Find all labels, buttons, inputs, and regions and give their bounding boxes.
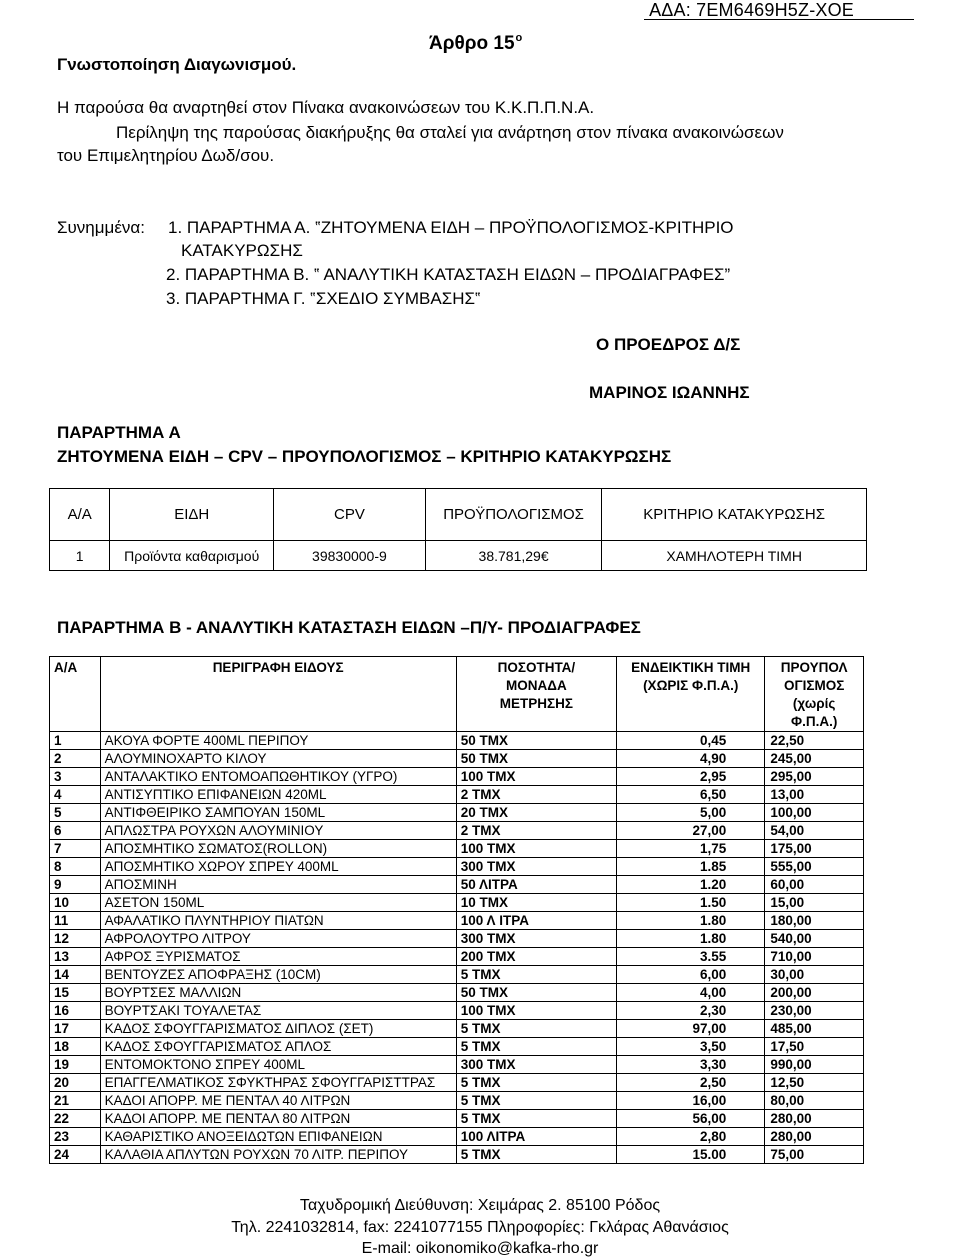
annex-b-header-row [50,657,864,732]
annex-b-cell: ΑΝΤΑΛΑΚΤΙΚΟ ΕΝΤΟΜΟΑΠΩΘΗΤΙΚΟΥ (ΥΓΡΟ) [100,768,456,786]
annex-b-row [50,1146,864,1164]
annex-b-cell: 13 [50,948,101,966]
annex-b-cell: 540,00 [765,930,864,948]
annex-b-cell: 10 ΤΜΧ [456,894,616,912]
annex-b-cell: 5 [50,804,101,822]
annex-b-cell: 22,50 [765,732,864,750]
annex-b-row [50,912,864,930]
attachment-item-1: 1. ΠΑΡΑΡΤΗΜΑ Α. ‟ΖΗΤΟΥΜΕΝΑ ΕΙΔΗ – ΠΡΟΫΠΟΛΟΓΙΣΜΟΣ-ΚΡΙΤΗΡΙΟ [168,218,734,237]
annex-b-cell: ΚΑΔΟΣ ΣΦΟΥΓΓΑΡΙΣΜΑΤΟΣ ΔΙΠΛΟΣ (ΣΕΤ) [100,1020,456,1038]
body-line-3: του Επιμελητηρίου Δωδ/σου. [57,146,275,165]
annex-b-cell: 6 [50,822,101,840]
annex-b-cell: 4 [50,786,101,804]
annex-b-cell: 5 ΤΜΧ [456,1146,616,1164]
annex-b-cell: 4,90 [617,750,765,768]
annex-b-row [50,768,864,786]
annex-b-cell: 300 ΤΜΧ [456,858,616,876]
annex-b-cell: 15 [50,984,101,1002]
annex-b-cell: 200 ΤΜΧ [456,948,616,966]
annex-b-cell: 97,00 [617,1020,765,1038]
annex-b-cell: 280,00 [765,1128,864,1146]
annex-b-cell: 280,00 [765,1110,864,1128]
annex-a-header-cell: CPV [274,489,426,541]
article-superscript: ο [515,32,523,44]
annex-b-cell: 5 ΤΜΧ [456,1038,616,1056]
annex-b-cell: 100 ΤΜΧ [456,1002,616,1020]
annex-b-cell: ΑΣΕΤΟΝ 150ML [100,894,456,912]
annex-b-row [50,1002,864,1020]
annex-b-cell: 13,00 [765,786,864,804]
annex-b-row [50,750,864,768]
annex-b-cell: 245,00 [765,750,864,768]
annex-b-cell: ΑΝΤΙΦΘΕΙΡΙΚΟ ΣΑΜΠΟΥΑΝ 150ML [100,804,456,822]
annex-b-cell: 100 Λ ΙΤΡΑ [456,912,616,930]
annex-b-cell: 5,00 [617,804,765,822]
annex-b-cell: 16,00 [617,1092,765,1110]
annex-b-cell: 20 [50,1074,101,1092]
annex-b-cell: 50 ΤΜΧ [456,750,616,768]
annex-b-cell: 1.80 [617,912,765,930]
annex-b-cell: 23 [50,1128,101,1146]
annex-b-cell: 2 ΤΜΧ [456,822,616,840]
annex-b-title: ΠΑΡΑΡΤΗΜΑ Β - ΑΝΑΛΥΤΙΚΗ ΚΑΤΑΣΤΑΣΗ ΕΙΔΩΝ –Π/Υ- ΠΡΟΔΙΑΓΡΑΦΕΣ [57,618,641,637]
ada-code: ΑΔΑ: 7ΕΜ6469Η5Ζ-ΧΟΕ [649,0,854,20]
ada-underline [644,19,914,20]
annex-b-cell: 16 [50,1002,101,1020]
annex-b-cell: 56,00 [617,1110,765,1128]
annex-b-cell: ΑΠΛΩΣΤΡΑ ΡΟΥΧΩΝ ΑΛΟΥΜΙΝΙΟΥ [100,822,456,840]
annex-b-cell: ΚΑΛΑΘΙΑ ΑΠΛΥΤΩΝ ΡΟΥΧΩΝ 70 ΛΙΤΡ. ΠΕΡΙΠΟΥ [100,1146,456,1164]
annex-b-cell: 6,50 [617,786,765,804]
annex-b-cell: 19 [50,1056,101,1074]
annex-b-row [50,876,864,894]
attachments-label: Συνημμένα: [57,218,145,237]
annex-b-row [50,1092,864,1110]
annex-b-cell: 200,00 [765,984,864,1002]
annex-a-table [49,488,867,571]
annex-a-header-cell: ΕΙΔΗ [110,489,274,541]
annex-b-cell: 75,00 [765,1146,864,1164]
annex-b-cell: 6,00 [617,966,765,984]
annex-b-cell: 5 ΤΜΧ [456,1092,616,1110]
annex-b-cell: 11 [50,912,101,930]
annex-b-cell: ΑΚΟΥΑ ΦΟΡΤΕ 400ML ΠΕΡΙΠΟΥ [100,732,456,750]
annex-b-cell: 100,00 [765,804,864,822]
annex-b-cell: 3.55 [617,948,765,966]
annex-b-cell: 5 ΤΜΧ [456,1074,616,1092]
annex-b-cell: 7 [50,840,101,858]
annex-b-row [50,1056,864,1074]
annex-a-subtitle: ΖΗΤΟΥΜΕΝΑ ΕΙΔΗ – CPV – ΠΡΟΥΠΟΛΟΓΙΣΜΟΣ – ΚΡΙΤΗΡΙΟ ΚΑΤΑΚΥΡΩΣΗΣ [57,447,672,466]
annex-b-cell: 230,00 [765,1002,864,1020]
annex-b-cell: ΚΑΔΟΣ ΣΦΟΥΓΓΑΡΙΣΜΑΤΟΣ ΑΠΛΟΣ [100,1038,456,1056]
annex-b-cell: 2,30 [617,1002,765,1020]
annex-a-cell: Προϊόντα καθαρισμού [110,541,274,571]
annex-b-cell: 710,00 [765,948,864,966]
annex-b-cell: 5 ΤΜΧ [456,966,616,984]
annex-b-cell: ΕΠΑΓΓΕΛΜΑΤΙΚΟΣ ΣΦΥΚΤΗΡΑΣ ΣΦΟΥΓΓΑΡΙΣΤΤΡΑΣ [100,1074,456,1092]
annex-b-cell: 5 ΤΜΧ [456,1110,616,1128]
annex-a-cell: 38.781,29€ [425,541,602,571]
annex-b-body [50,732,864,1164]
annex-b-cell: 24 [50,1146,101,1164]
annex-b-header-cell: ΠΡΟΥΠΟΛ ΟΓΙΣΜΟΣ (χωρίς Φ.Π.Α.) [765,657,864,732]
annex-b-cell: 100 ΛΙΤΡΑ [456,1128,616,1146]
annex-b-row [50,840,864,858]
annex-b-cell: 15,00 [765,894,864,912]
annex-b-row [50,984,864,1002]
annex-b-row [50,786,864,804]
annex-b-row [50,858,864,876]
annex-b-cell: 2,95 [617,768,765,786]
annex-b-cell: 555,00 [765,858,864,876]
annex-b-cell: 54,00 [765,822,864,840]
annex-b-cell: ΑΠΟΣΜΗΤΙΚΟ ΧΩΡΟΥ ΣΠΡΕΥ 400ML [100,858,456,876]
annex-b-cell: 0,45 [617,732,765,750]
annex-b-cell: 15.00 [617,1146,765,1164]
annex-a-row [50,541,867,571]
annex-b-cell: 990,00 [765,1056,864,1074]
annex-b-row [50,966,864,984]
annex-b-cell: 2 [50,750,101,768]
footer-address: Ταχυδρομική Διεύθυνση: Χειμάρας 2. 85100 Ρόδος [299,1197,661,1214]
annex-b-cell: ΑΦΡΟΣ ΞΥΡΙΣΜΑΤΟΣ [100,948,456,966]
annex-b-header-cell: ΠΟΣΟΤΗΤΑ/ ΜΟΝΑΔΑ ΜΕΤΡΗΣΗΣ [456,657,616,732]
annex-b-cell: ΑΦΡΟΛΟΥΤΡΟ ΛΙΤΡΟΥ [100,930,456,948]
annex-b-cell: 17 [50,1020,101,1038]
annex-b-row [50,948,864,966]
annex-a-cell: 39830000-9 [274,541,426,571]
annex-b-cell: 1.50 [617,894,765,912]
annex-b-cell: 21 [50,1092,101,1110]
annex-b-cell: ΚΑΔΟΙ ΑΠΟΡΡ. ΜΕ ΠΕΝΤΑΛ 80 ΛΙΤΡΩΝ [100,1110,456,1128]
annex-b-cell: ΚΑΔΟΙ ΑΠΟΡΡ. ΜΕ ΠΕΝΤΑΛ 40 ΛΙΤΡΩΝ [100,1092,456,1110]
annex-b-header-cell: ΠΕΡΙΓΡΑΦΗ ΕΙΔΟΥΣ [100,657,456,732]
annex-b-cell: 100 ΤΜΧ [456,768,616,786]
annex-b-cell: 20 ΤΜΧ [456,804,616,822]
annex-b-row [50,732,864,750]
attachment-item-3: 3. ΠΑΡΑΡΤΗΜΑ Γ. ‟ΣΧΕΔΙΟ ΣΥΜΒΑΣΗΣ‟ [166,289,481,308]
annex-b-row [50,1128,864,1146]
annex-b-row [50,1020,864,1038]
annex-b-cell: 2 ΤΜΧ [456,786,616,804]
annex-b-cell: 50 ΛΙΤΡΑ [456,876,616,894]
annex-b-cell: 27,00 [617,822,765,840]
annex-b-cell: 1.85 [617,858,765,876]
annex-b-row [50,930,864,948]
annex-b-row [50,822,864,840]
annex-b-cell: 14 [50,966,101,984]
annex-b-cell: ΑΛΟΥΜΙΝΟΧΑΡΤΟ ΚΙΛΟΥ [100,750,456,768]
annex-b-cell: 1,75 [617,840,765,858]
annex-b-cell: ΑΠΟΣΜΙΝΗ [100,876,456,894]
annex-b-cell: 5 ΤΜΧ [456,1020,616,1038]
annex-b-cell: 3 [50,768,101,786]
signature-name: ΜΑΡΙΝΟΣ ΙΩΑΝΝΗΣ [589,383,750,402]
annex-b-cell: 30,00 [765,966,864,984]
annex-a-header-cell: Α/Α [50,489,110,541]
annex-b-cell: 2,50 [617,1074,765,1092]
annex-b-cell: 17,50 [765,1038,864,1056]
annex-b-cell: 300 ΤΜΧ [456,1056,616,1074]
annex-b-table [49,656,864,1164]
annex-b-header-cell: ΕΝΔΕΙΚΤΙΚΗ ΤΙΜΗ (ΧΩΡΙΣ Φ.Π.Α.) [617,657,765,732]
annex-b-cell: 3,50 [617,1038,765,1056]
annex-a-title: ΠΑΡΑΡΤΗΜΑ Α [57,423,181,442]
annex-b-cell: 300 ΤΜΧ [456,930,616,948]
attachment-item-1-cont: ΚΑΤΑΚΥΡΩΣΗΣ [181,241,303,260]
annex-b-cell: 4,00 [617,984,765,1002]
annex-b-cell: 22 [50,1110,101,1128]
annex-b-cell: 2,80 [617,1128,765,1146]
annex-b-cell: 10 [50,894,101,912]
article-label: Άρθρο 15 [429,33,515,54]
annex-a-header-cell: ΚΡΙΤΗΡΙΟ ΚΑΤΑΚΥΡΩΣΗΣ [602,489,867,541]
annex-b-cell: 3,30 [617,1056,765,1074]
annex-b-cell: ΕΝΤΟΜΟΚΤΟΝΟ ΣΠΡΕΥ 400ML [100,1056,456,1074]
annex-b-cell: ΒΟΥΡΤΣΑΚΙ ΤΟΥΑΛΕΤΑΣ [100,1002,456,1020]
annex-b-cell: 80,00 [765,1092,864,1110]
footer-email: E-mail: oikonomiko@kafka-rho.gr [361,1240,599,1257]
annex-b-row [50,1074,864,1092]
article-heading [429,32,522,55]
body-line-1: Η παρούσα θα αναρτηθεί στον Πίνακα ανακοινώσεων του Κ.Κ.Π.Π.Ν.Α. [57,98,595,117]
annex-b-row [50,894,864,912]
annex-b-cell: 100 ΤΜΧ [456,840,616,858]
annex-b-cell: ΒΟΥΡΤΣΕΣ ΜΑΛΛΙΩΝ [100,984,456,1002]
annex-a-header-cell: ΠΡΟΫΠΟΛΟΓΙΣΜΟΣ [425,489,602,541]
body-line-2: Περίληψη της παρούσας διακήρυξης θα σταλεί για ανάρτηση στον πίνακα ανακοινώσεων [116,123,784,142]
footer-phone: Τηλ. 2241032814, fax: 2241077155 Πληροφορίες: Γκλάρας Αθανάσιος [231,1219,729,1236]
annex-b-row [50,804,864,822]
signature-role: Ο ΠΡΟΕΔΡΟΣ Δ/Σ [596,335,741,354]
notice-title: Γνωστοποίηση Διαγωνισμού. [57,55,297,74]
annex-b-cell: 50 ΤΜΧ [456,732,616,750]
annex-b-cell: 18 [50,1038,101,1056]
annex-b-cell: 175,00 [765,840,864,858]
annex-b-cell: 9 [50,876,101,894]
annex-a-cell: ΧΑΜΗΛΟΤΕΡΗ ΤΙΜΗ [602,541,867,571]
annex-b-cell: 8 [50,858,101,876]
annex-b-cell: 50 ΤΜΧ [456,984,616,1002]
annex-b-cell: 1.20 [617,876,765,894]
annex-b-cell: ΑΠΟΣΜΗΤΙΚΟ ΣΩΜΑΤΟΣ(ROLLON) [100,840,456,858]
annex-b-header-cell: Α/Α [50,657,101,732]
annex-b-cell: 485,00 [765,1020,864,1038]
annex-b-cell: 12,50 [765,1074,864,1092]
annex-b-row [50,1038,864,1056]
annex-a-header-row [50,489,867,541]
annex-b-cell: ΑΦΑΛΑΤΙΚΟ ΠΛΥΝΤΗΡΙΟΥ ΠΙΑΤΩΝ [100,912,456,930]
annex-b-row [50,1110,864,1128]
annex-b-cell: 1.80 [617,930,765,948]
annex-b-cell: ΑΝΤΙΣΥΠΤΙΚΟ ΕΠΙΦΑΝΕΙΩΝ 420ML [100,786,456,804]
annex-b-cell: 60,00 [765,876,864,894]
annex-b-cell: 180,00 [765,912,864,930]
annex-b-cell: ΒΕΝΤΟΥΖΕΣ ΑΠΟΦΡΑΞΗΣ (10CM) [100,966,456,984]
annex-b-cell: 1 [50,732,101,750]
annex-a-cell: 1 [50,541,110,571]
annex-b-cell: ΚΑΘΑΡΙΣΤΙΚΟ ΑΝΟΞΕΙΔΩΤΩΝ ΕΠΙΦΑΝΕΙΩΝ [100,1128,456,1146]
annex-b-cell: 295,00 [765,768,864,786]
attachment-item-2: 2. ΠΑΡΑΡΤΗΜΑ Β. ‟ ΑΝΑΛΥΤΙΚΗ ΚΑΤΑΣΤΑΣΗ ΕΙΔΩΝ – ΠΡΟΔΙΑΓΡΑΦΕΣ” [166,265,731,284]
annex-b-cell: 12 [50,930,101,948]
